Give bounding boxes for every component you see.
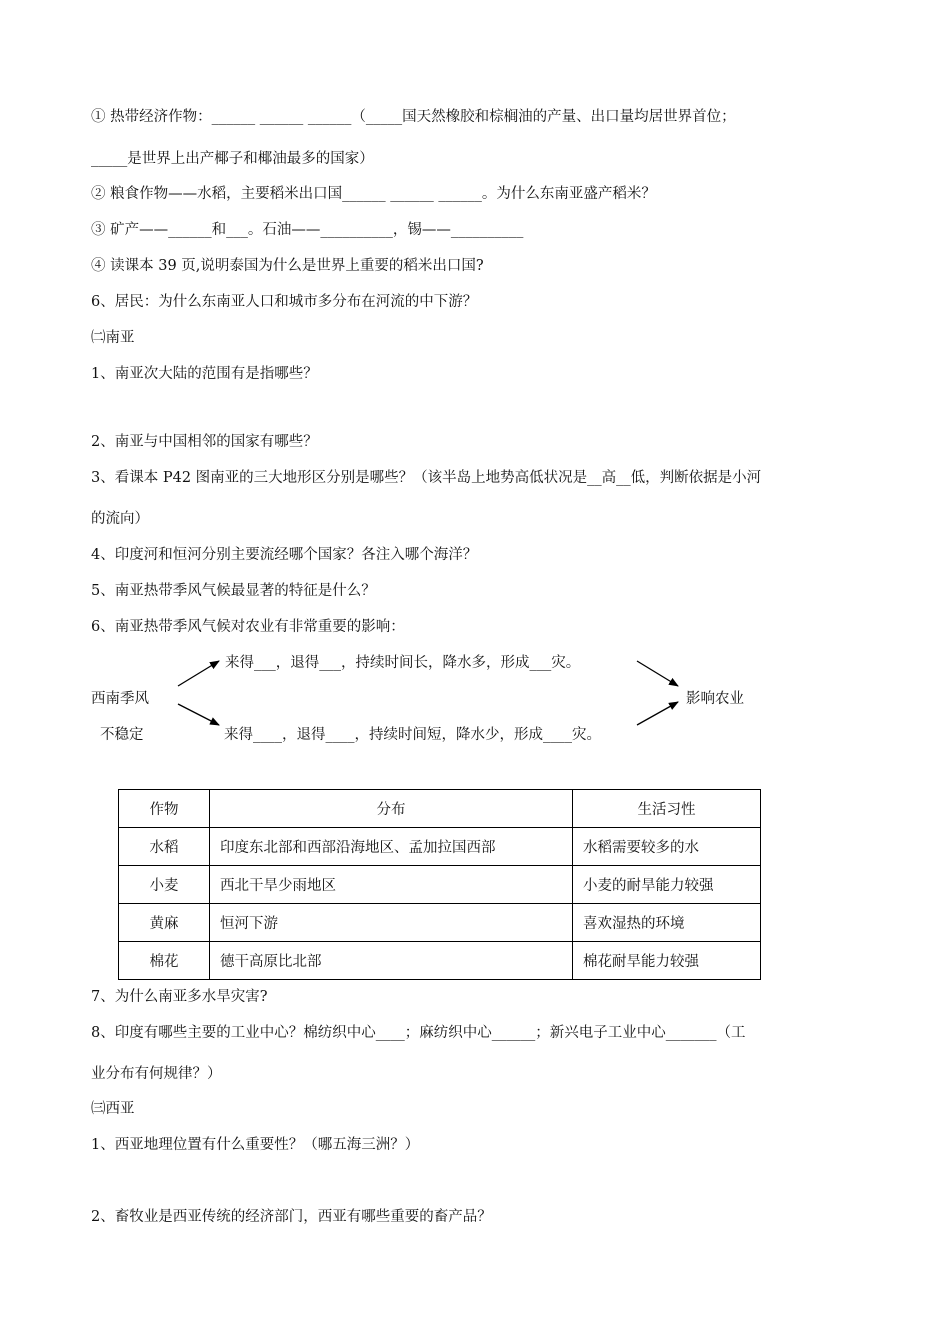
question-3-continued: 的流向） [91,511,149,527]
section-heading-south-asia: ㈡南亚 [91,330,135,346]
table-cell-crop: 水稻 [119,828,210,866]
question-6-south-asia: 6、南亚热带季风气候对农业有非常重要的影响： [91,619,405,635]
question-4-south-asia: 4、印度河和恒河分别主要流经哪个国家？各注入哪个海洋？ [91,547,478,563]
table-cell-crop: 棉花 [119,942,210,980]
section-heading-west-asia: ㈢西亚 [91,1101,135,1117]
table-cell-habit: 小麦的耐旱能力较强 [573,866,761,904]
text-line-rice: ② 粮食作物——水稻，主要稻米出口国______ ______ ______。为什么东南亚盛产稻米？ [91,186,656,202]
question-8-south-asia: 8、印度有哪些主要的工业中心？棉纺织中心____；麻纺织中心______；新兴电子工业中心_______（工 [91,1025,746,1041]
table-cell-habit: 喜欢湿热的环境 [573,904,761,942]
arrow-lower-to-target [637,702,678,725]
question-2-south-asia: 2、南亚与中国相邻的国家有哪些？ [91,434,318,450]
text-line-cash-crops: ① 热带经济作物：______ ______ ______（_____国天然橡胶和棕榈油的产量、出口量均居世界首位； [91,109,736,125]
arrow-to-upper [178,661,219,686]
question-8-continued: 业分布有何规律？） [91,1066,222,1082]
arrow-to-lower [178,704,219,725]
table-cell-crop: 小麦 [119,866,210,904]
text-line-residents: 6、居民：为什么东南亚人口和城市多分布在河流的中下游？ [91,294,478,310]
diagram-source-unstable: 不稳定 [100,727,144,743]
table-header: 作物 [119,790,210,828]
table-row [119,828,761,866]
diagram-lower-branch: 来得____，退得____，持续时间短，降水少，形成____灾。 [224,727,601,743]
text-line-coconut: _____是世界上出产椰子和椰油最多的国家） [91,151,374,167]
diagram-source-monsoon: 西南季风 [91,691,149,707]
table-cell-habit: 水稻需要较多的水 [573,828,761,866]
question-3-south-asia: 3、看课本 P42 图南亚的三大地形区分别是哪些？（该半岛上地势高低状况是__高__低，判断依据是小河 [91,470,762,486]
question-1-south-asia: 1、南亚次大陆的范围有是指哪些？ [91,366,318,382]
table-row [119,866,761,904]
diagram-target: 影响农业 [686,691,744,707]
table-cell-crop: 黄麻 [119,904,210,942]
table-cell-habit: 棉花耐旱能力较强 [573,942,761,980]
table-header: 生活习性 [573,790,761,828]
table-cell-distribution: 西北干旱少雨地区 [210,866,573,904]
table-row [119,942,761,980]
text-line-minerals: ③ 矿产——______和___。石油——__________，锡——__________ [91,222,524,238]
table-cell-distribution: 印度东北部和西部沿海地区、孟加拉国西部 [210,828,573,866]
table-header-row [119,790,761,828]
text-line-thailand: ④ 读课本 39 页,说明泰国为什么是世界上重要的稻米出口国? [91,258,484,274]
arrow-upper-to-target [637,661,678,686]
question-1-west-asia: 1、西亚地理位置有什么重要性？（哪五海三洲？） [91,1137,420,1153]
question-2-west-asia: 2、畜牧业是西亚传统的经济部门，西亚有哪些重要的畜产品？ [91,1209,492,1225]
question-5-south-asia: 5、南亚热带季风气候最显著的特征是什么？ [91,583,376,599]
question-7-south-asia: 7、为什么南亚多水旱灾害? [91,989,268,1005]
crop-distribution-table [118,789,761,980]
table-cell-distribution: 恒河下游 [210,904,573,942]
diagram-upper-branch: 来得___，退得___，持续时间长，降水多，形成___灾。 [225,655,581,671]
table-cell-distribution: 德干高原比北部 [210,942,573,980]
table-row [119,904,761,942]
table-header: 分布 [210,790,573,828]
